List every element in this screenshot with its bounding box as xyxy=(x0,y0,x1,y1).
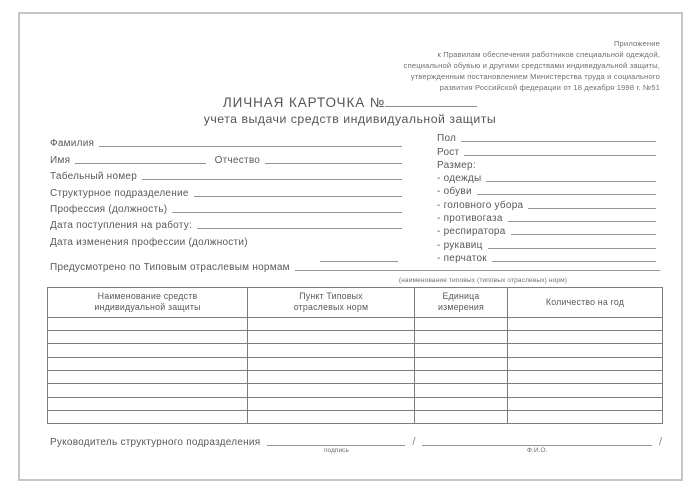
card-number-blank xyxy=(385,95,477,107)
size-mittens-blank xyxy=(488,248,656,249)
field-size-gas-mask xyxy=(437,211,656,224)
table-empty-cell xyxy=(48,317,248,330)
table-empty-row xyxy=(48,331,663,344)
appendix-line: Приложение xyxy=(613,39,660,48)
table-empty-cell xyxy=(48,410,248,423)
first-name-blank xyxy=(75,163,205,164)
table-empty-cell xyxy=(248,410,415,423)
hire-date-blank xyxy=(197,228,402,229)
table-empty-row xyxy=(48,317,663,330)
table-empty-row xyxy=(48,397,663,410)
norms-blank xyxy=(295,270,660,271)
table-empty-cell xyxy=(248,317,415,330)
full-name-caption: Ф.И.О. xyxy=(527,447,548,454)
full-name-blank xyxy=(422,445,651,454)
table-empty-cell xyxy=(415,371,508,384)
size-headgear-blank xyxy=(528,208,656,209)
table-empty-cell xyxy=(415,317,508,330)
appendix-line: развития Российской федерации от 18 декабря 1998 г. №51 xyxy=(439,83,660,92)
table-empty-row xyxy=(48,384,663,397)
table-empty-cell xyxy=(248,331,415,344)
table-empty-row xyxy=(48,344,663,357)
employee-fields-left xyxy=(50,133,402,264)
field-size-respirator xyxy=(437,224,656,237)
table-header-row xyxy=(48,288,663,318)
table-empty-cell xyxy=(48,384,248,397)
field-size-clothing xyxy=(437,171,656,184)
table-empty-row xyxy=(48,357,663,370)
form-title-text: ЛИЧНАЯ КАРТОЧКА № xyxy=(222,95,386,110)
surname-label: Фамилия xyxy=(50,138,95,150)
size-gloves-label: - перчаток xyxy=(437,252,487,264)
col-header-line: Наименование средств xyxy=(97,291,198,301)
size-footwear-blank xyxy=(477,194,656,195)
table-empty-cell xyxy=(415,331,508,344)
slash-separator: / xyxy=(658,436,662,448)
personnel-number-label: Табельный номер xyxy=(50,171,138,183)
department-blank xyxy=(194,196,402,197)
sex-blank xyxy=(461,141,656,142)
appendix-line: к Правилам обеспечения работников специальной одеждой, xyxy=(437,50,660,59)
first-name-label: Имя xyxy=(50,154,71,166)
table-empty-cell xyxy=(508,384,663,397)
table-empty-cell xyxy=(415,397,508,410)
field-department xyxy=(50,182,402,198)
table-empty-cell xyxy=(508,331,663,344)
employee-fields-right xyxy=(437,131,656,264)
signature-blank xyxy=(267,445,405,454)
table-empty-row xyxy=(48,371,663,384)
appendix-note xyxy=(404,38,660,93)
table-empty-cell xyxy=(415,344,508,357)
table-empty-cell xyxy=(48,397,248,410)
field-personnel-number xyxy=(50,166,402,182)
table-empty-cell xyxy=(248,344,415,357)
col-header-line: индивидуальной защиты xyxy=(94,302,201,313)
field-sex xyxy=(437,131,656,144)
surname-blank xyxy=(99,146,402,147)
col-header-line: Количество на год xyxy=(545,296,625,307)
col-header-norm-clause xyxy=(248,288,415,318)
norms-caption: (наименование типовых (типовых отраслевых) норм) xyxy=(398,277,568,284)
table-empty-cell xyxy=(248,371,415,384)
field-surname xyxy=(50,133,402,149)
hire-date-label: Дата поступления на работу: xyxy=(50,220,192,232)
norms-line xyxy=(50,263,660,273)
table-empty-cell xyxy=(48,357,248,370)
col-header-line: измерения xyxy=(437,302,484,313)
size-footwear-label: - обуви xyxy=(437,186,472,198)
form-title xyxy=(0,95,700,110)
col-header-unit xyxy=(415,288,508,318)
table-empty-cell xyxy=(248,397,415,410)
size-header xyxy=(437,158,656,171)
table-empty-cell xyxy=(508,357,663,370)
table-empty-cell xyxy=(415,410,508,423)
appendix-line: утвержденным постановлением Министерства труда и социального xyxy=(410,72,660,81)
field-size-footwear xyxy=(437,184,656,197)
field-name-patronymic xyxy=(50,149,402,165)
table-empty-cell xyxy=(508,371,663,384)
size-headgear-label: - головного убора xyxy=(437,199,524,211)
size-respirator-blank xyxy=(511,234,656,235)
patronymic-blank xyxy=(265,163,402,164)
table-empty-cell xyxy=(248,384,415,397)
field-height xyxy=(437,144,656,157)
signature-label: Руководитель структурного подразделения xyxy=(50,437,261,448)
form-subtitle: учета выдачи средств индивидуальной защиты xyxy=(203,112,497,126)
patronymic-label: Отчество xyxy=(214,154,261,166)
size-gloves-blank xyxy=(492,261,656,262)
field-size-headgear xyxy=(437,197,656,210)
profession-blank xyxy=(172,212,402,213)
size-gas-mask-label: - противогаза xyxy=(437,213,503,225)
size-gas-mask-blank xyxy=(508,221,656,222)
size-mittens-label: - рукавиц xyxy=(437,239,483,251)
table-empty-cell xyxy=(415,357,508,370)
table-empty-cell xyxy=(248,357,415,370)
size-respirator-label: - респиратора xyxy=(437,226,506,238)
sex-label: Пол xyxy=(437,133,457,145)
size-clothing-blank xyxy=(486,181,656,182)
table-empty-cell xyxy=(508,397,663,410)
table-empty-cell xyxy=(508,410,663,423)
field-hire-date xyxy=(50,215,402,231)
field-profession xyxy=(50,199,402,215)
profession-label: Профессия (должность) xyxy=(50,203,168,215)
signature-caption: подпись xyxy=(323,447,349,454)
col-header-line: отраслевых норм xyxy=(293,302,369,313)
field-size-mittens xyxy=(437,237,656,250)
table-empty-cell xyxy=(508,344,663,357)
appendix-line: специальной обувью и другими средствами индивидуальной защиты, xyxy=(403,61,660,70)
size-clothing-label: - одежды xyxy=(437,173,482,185)
signature-row xyxy=(50,436,662,454)
table-empty-cell xyxy=(48,371,248,384)
slash-separator: / xyxy=(412,436,416,448)
norms-label: Предусмотрено по Типовым отраслевым нормам xyxy=(50,262,290,273)
table-empty-cell xyxy=(415,384,508,397)
ppe-table xyxy=(47,287,663,424)
field-size-gloves xyxy=(437,251,656,264)
profession-change-date-blank xyxy=(320,261,398,262)
table-empty-cell xyxy=(48,344,248,357)
personnel-number-blank xyxy=(142,179,402,180)
field-profession-change-date xyxy=(50,231,402,247)
profession-change-date-label: Дата изменения профессии (должности) xyxy=(50,236,248,248)
col-header-line: Пункт Типовых xyxy=(299,291,363,301)
col-header-line: Единица xyxy=(442,291,480,301)
department-label: Структурное подразделение xyxy=(50,187,189,199)
height-blank xyxy=(464,155,656,156)
table-empty-cell xyxy=(508,317,663,330)
size-label: Размер: xyxy=(437,159,476,171)
col-header-qty-per-year xyxy=(508,288,663,318)
table-empty-row xyxy=(48,410,663,423)
table-empty-cell xyxy=(48,331,248,344)
col-header-ppe-name xyxy=(48,288,248,318)
height-label: Рост xyxy=(437,146,460,158)
